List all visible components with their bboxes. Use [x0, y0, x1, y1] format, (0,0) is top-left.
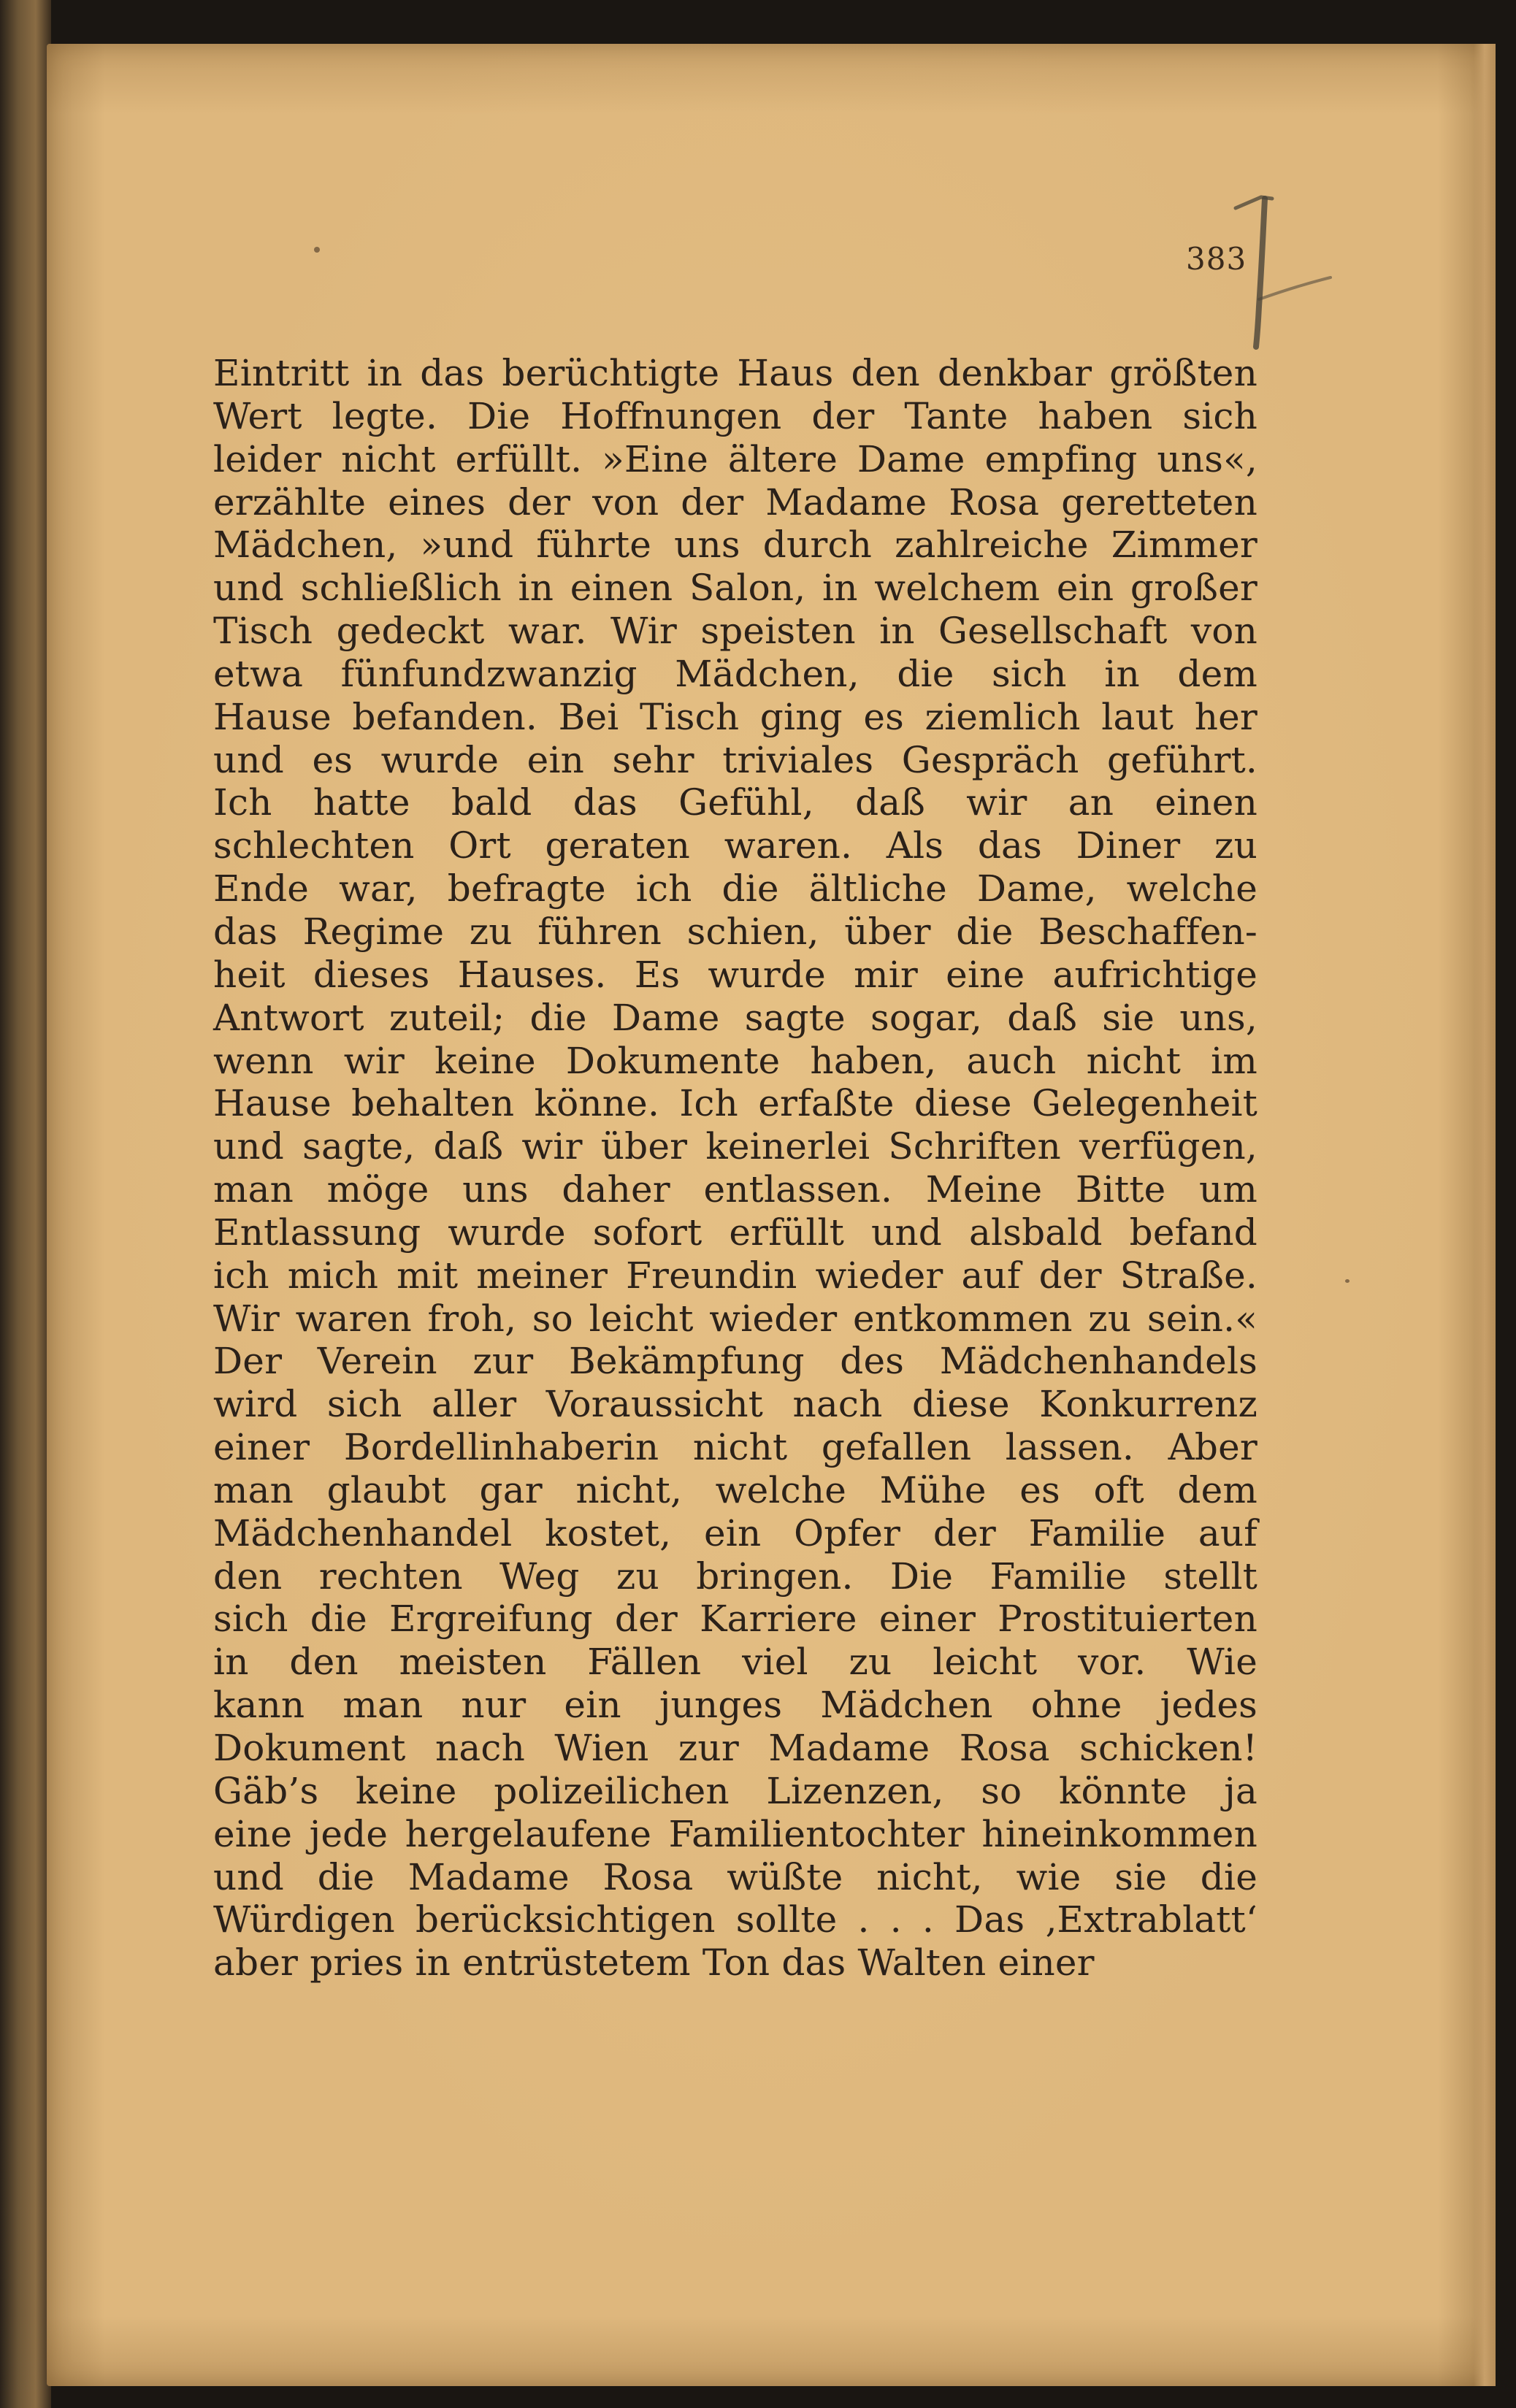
text-line: das Regime zu führen schien, über die Beschaffen-: [213, 910, 1257, 953]
text-line: man glaubt gar nicht, welche Mühe es oft dem: [213, 1468, 1257, 1511]
text-line: wird sich aller Voraussicht nach diese Konkurrenz: [213, 1383, 1257, 1426]
text-line: und es wurde ein sehr triviales Gespräch geführt.: [213, 738, 1257, 781]
text-line: man möge uns daher entlassen. Meine Bitte um: [213, 1168, 1257, 1211]
text-line: Ich hatte bald das Gefühl, daß wir an einen: [213, 781, 1257, 824]
page-number: 383: [1186, 241, 1247, 277]
text-line: Ende war, befragte ich die ältliche Dame, welche: [213, 867, 1257, 910]
text-line: Mädchenhandel kostet, ein Opfer der Familie auf: [213, 1511, 1257, 1554]
paper-speck: [1345, 1279, 1350, 1283]
text-line: Hause behalten könne. Ich erfaßte diese Gelegenheit: [213, 1082, 1257, 1125]
previous-page-gutter: [0, 0, 51, 2408]
text-line: und sagte, daß wir über keinerlei Schriften verfügen,: [213, 1125, 1257, 1168]
text-line: leider nicht erfüllt. »Eine ältere Dame empfing uns«,: [213, 437, 1257, 480]
text-line: den rechten Weg zu bringen. Die Familie stellt: [213, 1554, 1257, 1598]
body-text: [213, 352, 1257, 1985]
text-line: wenn wir keine Dokumente haben, auch nicht im: [213, 1039, 1257, 1082]
text-line: Der Verein zur Bekämpfung des Mädchenhandels: [213, 1340, 1257, 1383]
text-line: Hause befanden. Bei Tisch ging es ziemlich laut her: [213, 695, 1257, 738]
text-line: Tisch gedeckt war. Wir speisten in Gesellschaft von: [213, 610, 1257, 653]
text-line: sich die Ergreifung der Karriere einer Prostituierten: [213, 1598, 1257, 1641]
text-line: eine jede hergelaufene Familientochter hineinkommen: [213, 1812, 1257, 1855]
text-line: etwa fünfundzwanzig Mädchen, die sich in dem: [213, 652, 1257, 695]
text-line: und die Madame Rosa wüßte nicht, wie sie die: [213, 1855, 1257, 1898]
page-edge: [1474, 44, 1496, 2386]
text-line: einer Bordellinhaberin nicht gefallen lassen. Aber: [213, 1426, 1257, 1469]
text-line: Antwort zuteil; die Dame sagte sogar, daß sie uns,: [213, 996, 1257, 1039]
text-line: Wert legte. Die Hoffnungen der Tante haben sich: [213, 394, 1257, 437]
text-line: aber pries in entrüstetem Ton das Walten einer: [213, 1941, 1095, 1985]
text-line: Dokument nach Wien zur Madame Rosa schicken!: [213, 1727, 1257, 1769]
text-line: Entlassung wurde sofort erfüllt und alsbald befand: [213, 1211, 1257, 1254]
text-line: Gäb’s keine polizeilichen Lizenzen, so könnte ja: [213, 1769, 1257, 1812]
text-line: ich mich mit meiner Freundin wieder auf der Straße.: [213, 1254, 1257, 1297]
text-line: heit dieses Hauses. Es wurde mir eine aufrichtige: [213, 953, 1257, 996]
text-line: und schließlich in einen Salon, in welchem ein großer: [213, 567, 1257, 610]
text-line: Wir waren froh, so leicht wieder entkommen zu sein.«: [213, 1297, 1257, 1340]
text-line: in den meisten Fällen viel zu leicht vor. Wie: [213, 1641, 1257, 1684]
text-line: Mädchen, »und führte uns durch zahlreiche Zimmer: [213, 524, 1257, 567]
text-line: Würdigen berücksichtigen sollte . . . Das ‚Extrablatt‘: [213, 1898, 1257, 1941]
paper-speck: [314, 247, 320, 253]
text-line: Eintritt in das berüchtigte Haus den denkbar größten: [213, 352, 1257, 394]
text-line: kann man nur ein junges Mädchen ohne jedes: [213, 1684, 1257, 1727]
text-line: erzählte eines der von der Madame Rosa geretteten: [213, 480, 1257, 524]
text-line: schlechten Ort geraten waren. Als das Diner zu: [213, 824, 1257, 867]
